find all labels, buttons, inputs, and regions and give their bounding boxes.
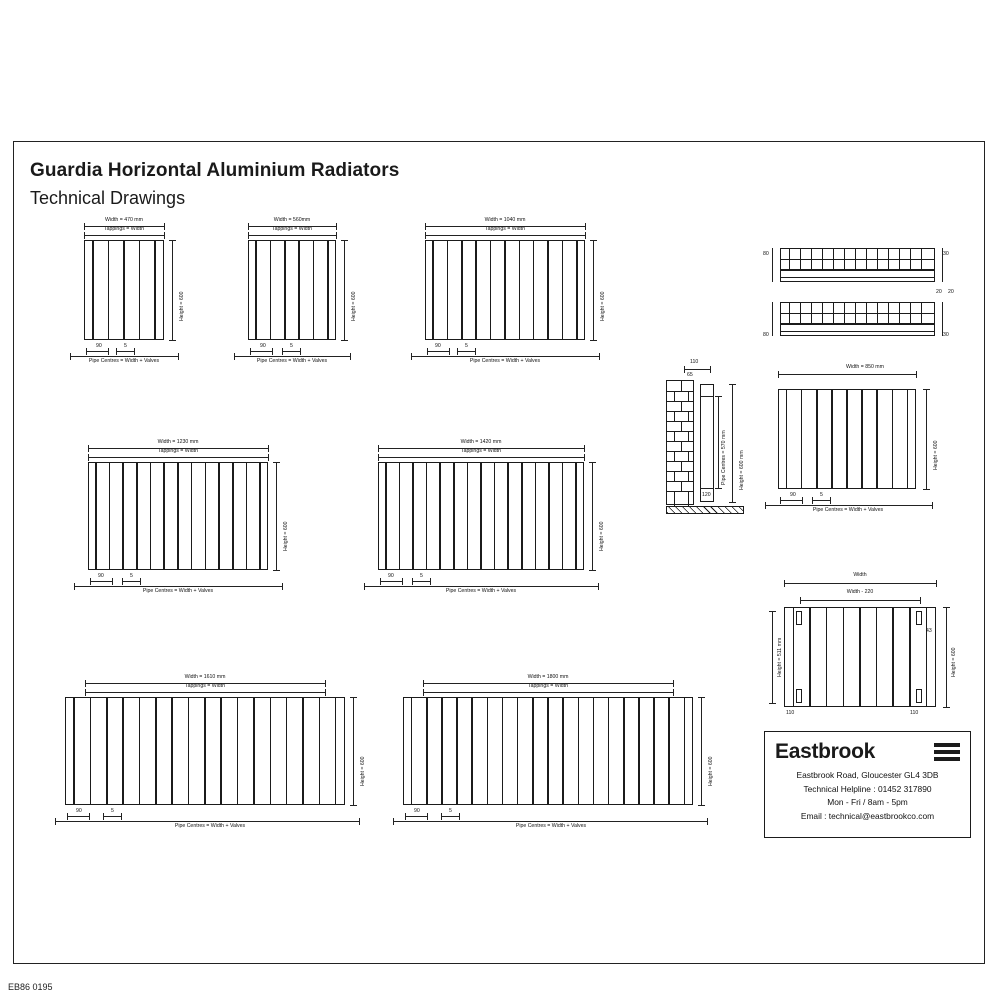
bracket-detail-view [760,565,960,725]
view-560 [228,218,368,373]
dim-line [425,235,585,236]
floor-hatch [666,506,744,514]
dim-line [116,351,134,352]
dim-tick [769,611,776,612]
dim-line [250,351,272,352]
dim-tick [923,489,930,490]
radiator-side-profile [700,384,714,502]
dim-line [700,396,714,397]
wall-height-label: Height = 600 mm [739,450,745,490]
offset-90: 90 [96,343,102,349]
dim-tick [411,353,412,360]
section-dim-20-a: 20 [936,289,942,295]
radiator-fins [66,698,344,804]
dim-tick [84,223,85,230]
dim-tick [427,348,428,355]
dim-line [701,697,702,805]
page-subtitle: Technical Drawings [30,188,186,208]
view-1610 [55,675,365,840]
section-bottom [780,302,935,324]
dim-line [282,351,300,352]
dim-tick [425,223,426,230]
offset-5: 5 [449,808,452,814]
dim-tick [67,813,68,820]
view-1040-tappings-label: Tappings = Width [485,226,525,232]
view-1610-height-label: Height = 600 [360,756,366,786]
dim-tick [70,353,71,360]
detail-small-right-dim: 43 [926,628,932,634]
offset-90: 90 [98,573,104,579]
brick-wall [666,380,694,505]
offset-5: 5 [820,492,823,498]
dim-tick [350,805,357,806]
dim-line [427,351,449,352]
wall-dim-65: 65 [687,372,693,378]
dim-tick [830,497,831,504]
offset-5: 5 [130,573,133,579]
dim-tick [336,223,337,230]
radiator-fins [89,463,267,569]
section-views [758,240,958,370]
dim-line [412,581,430,582]
dim-line [122,581,140,582]
radiator-body [425,240,585,340]
dim-line [732,384,733,502]
section-dim-20-b: 20 [948,289,954,295]
view-560-pipe-centres-label: Pipe Centres = Width + Valves [256,358,328,364]
dim-tick [84,232,85,239]
dim-line [234,356,350,357]
company-info-box [764,731,971,838]
dim-tick [710,366,711,373]
radiator-body [84,240,164,340]
view-850-pipe-centres-label: Pipe Centres = Width + Valves [812,507,884,513]
dim-tick [325,680,326,687]
company-address: Eastbrook Road, Gloucester GL4 3DB [796,770,939,780]
dim-line [425,226,585,227]
dim-line [684,369,710,370]
dim-line [946,607,947,707]
view-1040 [405,218,625,373]
view-1800-height-label: Height = 600 [708,756,714,786]
detail-left-bottom-dim: 110 [786,710,795,716]
page-title: Guardia Horizontal Aluminium Radiators [30,160,400,181]
dim-tick [359,818,360,825]
detail-right-bottom-dim: 110 [910,710,919,716]
radiator-fins [379,463,583,569]
dim-tick [589,570,596,571]
dim-tick [268,454,269,461]
dim-tick [273,462,280,463]
offset-5: 5 [465,343,468,349]
radiator-fins [426,241,584,339]
radiator-fins [404,698,692,804]
company-hours: Mon - Fri / 8am - 5pm [827,797,908,807]
dim-line [103,816,121,817]
view-850 [760,365,960,525]
dim-line [67,816,89,817]
dim-tick [920,597,921,604]
dim-tick [350,697,357,698]
dim-tick [427,813,428,820]
dim-line [378,448,584,449]
dim-line [364,586,598,587]
dim-tick [273,570,280,571]
offset-90: 90 [76,808,82,814]
dim-tick [459,813,460,820]
dim-tick [169,340,176,341]
dim-tick [300,348,301,355]
company-email: Email : technical@eastbrookco.com [800,810,935,821]
detail-height-right-label: Height = 600 [951,647,957,677]
dim-tick [282,583,283,590]
dim-tick [590,340,597,341]
dim-tick [116,348,117,355]
view-470-width-label: Width = 470 mm [105,217,143,223]
dim-line [423,692,673,693]
view-1800-width-label: Width = 1800 mm [527,674,569,680]
dim-tick [378,454,379,461]
section-top [780,248,935,270]
dim-tick [378,445,379,452]
dim-tick [108,348,109,355]
dim-tick [122,578,123,585]
dim-line [700,488,714,489]
dim-tick [282,348,283,355]
dim-line [926,389,927,489]
dim-tick [457,348,458,355]
view-560-height-label: Height = 600 [351,291,357,321]
view-560-tappings-label: Tappings = Width [272,226,312,232]
view-1420-width-label: Width = 1420 mm [460,439,502,445]
dim-tick [585,232,586,239]
dim-line [248,235,336,236]
view-850-width-label: Width = 850 mm [846,364,884,370]
dim-tick [584,445,585,452]
dim-tick [684,366,685,373]
dim-line [592,462,593,570]
dim-line [74,586,282,587]
dim-tick [402,578,403,585]
radiator-body-detail [784,607,936,707]
radiator-body [248,240,336,340]
wall-mount-view [660,360,750,520]
dim-tick [802,497,803,504]
dim-tick [88,445,89,452]
radiator-body [88,462,268,570]
dim-tick [729,384,736,385]
dim-line [86,351,108,352]
view-1420-height-label: Height = 600 [599,521,605,551]
offset-5: 5 [124,343,127,349]
dim-line [378,457,584,458]
dim-line [172,240,173,340]
dim-tick [423,689,424,696]
dim-tick [248,223,249,230]
view-1040-pipe-centres-label: Pipe Centres = Width + Valves [469,358,541,364]
dim-tick [800,597,801,604]
dim-line [942,248,943,282]
view-1230-tappings-label: Tappings = Width [158,448,198,454]
dim-tick [272,348,273,355]
dim-tick [164,223,165,230]
offset-5: 5 [111,808,114,814]
dim-tick [140,578,141,585]
dim-tick [673,689,674,696]
dim-tick [250,348,251,355]
radiator-fins [785,608,935,706]
view-1610-pipe-centres-label: Pipe Centres = Width + Valves [174,823,246,829]
dim-line [772,248,773,282]
dim-line [380,581,402,582]
radiator-fins [779,390,915,488]
detail-width-minus-label: Width - 220 [846,589,874,595]
view-1040-height-label: Height = 600 [600,291,606,321]
dim-tick [673,680,674,687]
view-560-width-label: Width = 560mm [273,217,311,223]
radiator-body [378,462,584,570]
dim-tick [590,240,597,241]
section-bottom-detail [780,324,935,336]
view-1800 [393,675,713,840]
view-1800-pipe-centres-label: Pipe Centres = Width + Valves [515,823,587,829]
dim-tick [325,689,326,696]
dim-line [411,356,599,357]
dim-tick [86,348,87,355]
dim-tick [89,813,90,820]
dim-tick [475,348,476,355]
dim-tick [164,232,165,239]
view-470-tappings-label: Tappings = Width [104,226,144,232]
dim-line [784,583,936,584]
wall-dim-120: 120 [702,492,711,498]
dim-tick [412,578,413,585]
dim-line [88,457,268,458]
view-470-pipe-centres-label: Pipe Centres = Width + Valves [88,358,160,364]
dim-tick [178,353,179,360]
offset-90: 90 [260,343,266,349]
dim-line [70,356,178,357]
dim-tick [134,348,135,355]
dim-tick [589,462,596,463]
section-dim-80-bottom: 80 [763,332,769,338]
dim-line [772,302,773,336]
dim-line [88,448,268,449]
dim-tick [598,583,599,590]
dim-tick [932,502,933,509]
dim-line [778,374,916,375]
dim-tick [778,371,779,378]
dim-tick [715,488,722,489]
dim-line [765,505,932,506]
dim-tick [74,583,75,590]
dim-tick [430,578,431,585]
bracket-right-top [916,611,922,625]
view-1040-width-label: Width = 1040 mm [484,217,526,223]
dim-tick [698,697,705,698]
view-850-height-label: Height = 600 [933,440,939,470]
bracket-right-bottom [916,689,922,703]
dim-tick [85,689,86,696]
dim-tick [707,818,708,825]
dim-tick [103,813,104,820]
offset-5: 5 [290,343,293,349]
view-1230-width-label: Width = 1230 mm [157,439,199,445]
wall-pipe-centres-label: Pipe Centres = 570 mm [721,430,727,485]
dim-tick [234,353,235,360]
dim-tick [449,348,450,355]
dim-line [593,240,594,340]
dim-tick [585,223,586,230]
dim-line [800,600,920,601]
view-1420-tappings-label: Tappings = Width [461,448,501,454]
dim-line [942,302,943,336]
dim-tick [698,805,705,806]
dim-tick [88,454,89,461]
dim-tick [85,680,86,687]
dim-tick [943,607,950,608]
offset-5: 5 [420,573,423,579]
dim-line [55,821,359,822]
dim-tick [405,813,406,820]
dim-line [84,226,164,227]
radiator-body [65,697,345,805]
dim-tick [584,454,585,461]
dim-line [248,226,336,227]
dim-line [90,581,112,582]
dim-tick [936,580,937,587]
dim-tick [599,353,600,360]
dim-tick [769,703,776,704]
radiator-fins [249,241,335,339]
view-1230 [68,440,313,605]
dim-tick [248,232,249,239]
dim-line [772,611,773,703]
dim-line [457,351,475,352]
dim-tick [121,813,122,820]
dim-line [85,692,325,693]
view-470 [64,218,194,373]
view-1230-height-label: Height = 600 [283,521,289,551]
dim-tick [341,240,348,241]
dim-tick [268,445,269,452]
view-1610-width-label: Width = 1610 mm [184,674,226,680]
offset-90: 90 [790,492,796,498]
offset-90: 90 [435,343,441,349]
section-dim-30-bottom: 30 [943,332,949,338]
dim-tick [55,818,56,825]
dim-tick [784,580,785,587]
detail-height-label: Height = 511 mm [777,637,783,677]
dim-tick [916,371,917,378]
dim-line [423,683,673,684]
dim-line [85,683,325,684]
dim-line [780,500,802,501]
dim-tick [423,680,424,687]
company-helpline: Technical Helpline : 01452 317890 [803,783,932,794]
dim-tick [441,813,442,820]
radiator-fins [85,241,163,339]
dim-line [393,821,707,822]
section-top-detail [780,270,935,282]
dim-tick [765,502,766,509]
dim-tick [780,497,781,504]
dim-tick [380,578,381,585]
view-1800-tappings-label: Tappings = Width [528,683,568,689]
dim-tick [729,502,736,503]
view-470-height-label: Height = 600 [179,291,185,321]
view-1610-tappings-label: Tappings = Width [185,683,225,689]
dim-line [353,697,354,805]
dim-line [718,396,719,488]
dim-line [344,240,345,340]
dim-tick [364,583,365,590]
dim-tick [112,578,113,585]
bracket-left-top [796,611,802,625]
dim-line [441,816,459,817]
dim-tick [943,707,950,708]
radiator-body [778,389,916,489]
section-dim-30-top: 30 [943,251,949,257]
wall-dim-110: 110 [690,359,699,365]
view-1420 [358,440,628,605]
dim-tick [90,578,91,585]
drawing-code: EB86 0195 [8,982,53,992]
detail-width-label: Width [853,572,867,578]
company-logo-text: Eastbrook [775,740,875,763]
dim-tick [425,232,426,239]
section-dim-80-top: 80 [763,251,769,257]
dim-tick [336,232,337,239]
dim-line [812,500,830,501]
dim-tick [923,389,930,390]
dim-tick [350,353,351,360]
dim-line [276,462,277,570]
radiator-body [403,697,693,805]
dim-tick [715,396,722,397]
dim-tick [169,240,176,241]
offset-90: 90 [388,573,394,579]
view-1420-pipe-centres-label: Pipe Centres = Width + Valves [445,588,517,594]
offset-90: 90 [414,808,420,814]
eastbrook-logo-mark [934,743,960,764]
dim-line [405,816,427,817]
dim-tick [812,497,813,504]
bracket-left-bottom [796,689,802,703]
dim-line [84,235,164,236]
dim-tick [341,340,348,341]
dim-tick [393,818,394,825]
view-1230-pipe-centres-label: Pipe Centres = Width + Valves [142,588,214,594]
